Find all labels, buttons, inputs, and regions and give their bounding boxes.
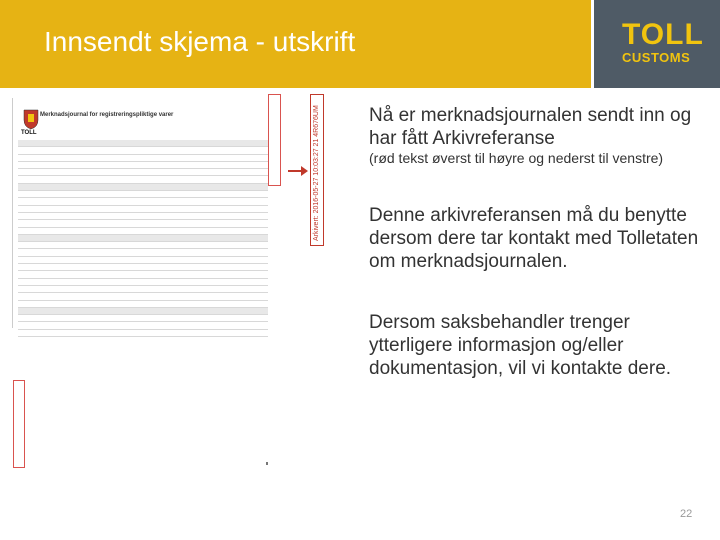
form-row xyxy=(18,257,268,264)
form-row xyxy=(18,286,268,293)
form-row xyxy=(18,169,268,176)
form-row xyxy=(18,140,268,147)
form-row xyxy=(18,198,268,205)
form-row xyxy=(18,213,268,220)
archive-stamp-right xyxy=(310,94,324,246)
page-number: 22 xyxy=(680,508,693,520)
archive-reference: Arkivert: 2016-05-27 10:03:27 21 4R676UM xyxy=(313,105,320,241)
form-row xyxy=(18,271,268,278)
form-row xyxy=(18,162,268,169)
form-row xyxy=(18,301,268,308)
form-row xyxy=(18,322,268,329)
archive-stamp-top xyxy=(268,94,281,186)
form-logo-text: TOLL xyxy=(21,130,37,136)
slide-header xyxy=(0,0,591,88)
logo-line-toll: TOLL xyxy=(622,18,704,51)
logo-line-customs: CUSTOMS xyxy=(622,50,691,65)
paragraph-archive-note: (rød tekst øverst til høyre og nederst til venstre) xyxy=(369,150,664,166)
form-row xyxy=(18,279,268,286)
form-row xyxy=(18,155,268,162)
form-row xyxy=(18,249,268,256)
form-row xyxy=(18,293,268,300)
form-row xyxy=(18,242,268,249)
form-row xyxy=(18,264,268,271)
paragraph-archive-reference: Nå er merknadsjournalen sendt inn og har fått Arkivreferanse xyxy=(369,105,692,149)
form-table xyxy=(18,140,268,337)
form-heading: Merknadsjournal for registreringspliktige varer xyxy=(40,112,174,118)
form-row xyxy=(18,330,268,337)
form-row xyxy=(18,147,268,154)
form-row xyxy=(18,228,268,235)
form-row xyxy=(18,184,268,191)
form-row xyxy=(18,308,268,315)
scan-artifact xyxy=(266,462,268,465)
form-row xyxy=(18,206,268,213)
form-row xyxy=(18,191,268,198)
paragraph-contact-info: Dersom saksbehandler trenger ytterligere informasjon og/eller dokumentasjon, vil vi kontakte dere. xyxy=(369,312,672,379)
archive-stamp-left xyxy=(13,380,25,468)
form-row xyxy=(18,220,268,227)
form-row xyxy=(18,176,268,183)
paragraph-use-reference: Denne arkivreferansen må du benytte dersom dere tar kontakt med Tolletaten om merknadsjournalen. xyxy=(369,205,699,272)
coat-of-arms-icon xyxy=(22,108,40,130)
form-row xyxy=(18,315,268,322)
arrow-right-icon xyxy=(287,165,309,177)
form-row xyxy=(18,235,268,242)
slide-title: Innsendt skjema - utskrift xyxy=(44,26,356,57)
